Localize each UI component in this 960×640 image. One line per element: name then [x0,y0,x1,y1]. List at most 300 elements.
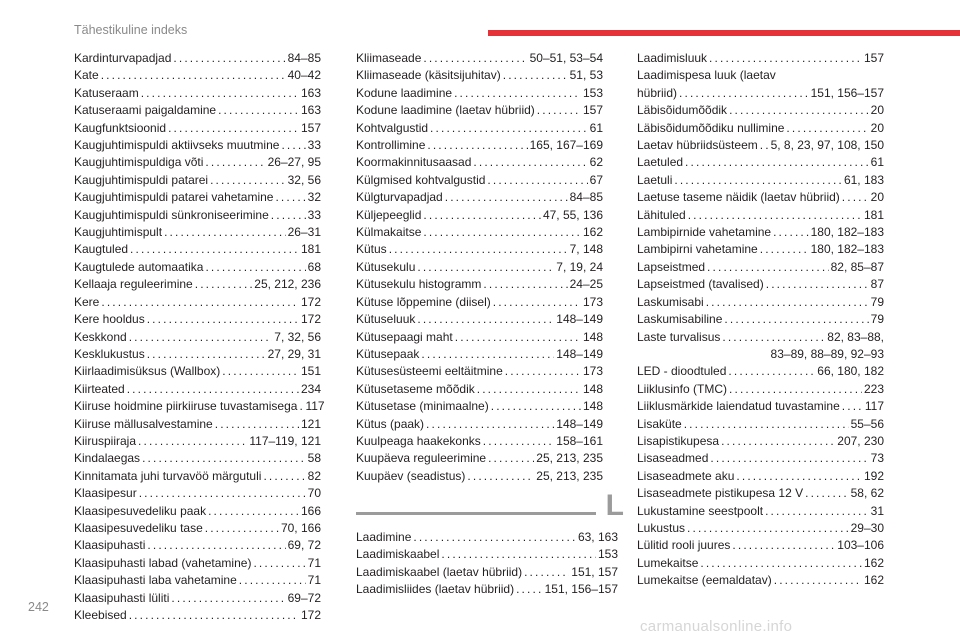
index-term: Liiklusmärkide laiendatud tuvastamine [637,399,840,414]
index-entry [74,224,321,241]
index-term: Kütusetase (minimaalne) [356,399,489,414]
dot-leader [760,241,809,258]
index-pages: 55–56 [850,416,884,431]
index-term: Kellaaja reguleerimine [74,277,193,292]
index-pages: 79 [870,294,884,309]
index-term: Katuseraami paigaldamine [74,103,217,118]
index-pages: 148 [582,399,603,414]
index-term: Kliimaseade (käsitsijuhitav) [356,68,501,83]
index-term: Kohtvalgustid [356,120,429,135]
index-entry [637,102,884,119]
index-term: Lisaküte [637,416,682,431]
dot-leader [685,154,869,171]
index-entry [356,259,603,276]
index-pages: 20 [870,190,884,205]
index-term: Klaasipuhasti laba vahetamine [74,573,237,588]
index-pages: 157 [300,120,321,135]
index-column-1 [74,50,325,624]
dot-leader [141,85,299,102]
index-entry [74,102,321,119]
index-pages: 162 [582,225,603,240]
index-entry: Laadimispesa luuk (laetav [637,68,776,83]
dot-leader [101,67,286,84]
index-pages: 71 [307,555,321,570]
dot-leader [516,581,543,598]
index-pages: 82, 85–87 [830,259,884,274]
index-term: Laetuli [637,172,673,187]
index-pages: 151, 156–157 [544,582,618,597]
index-term: Kaugjuhtimispult [74,225,163,240]
index-entry [74,207,321,224]
index-pages: 63, 163 [577,530,618,544]
index-pages: 73 [870,451,884,466]
dot-leader [524,564,569,581]
index-term: Kaugjuhtimispuldi patarei vahetamine [74,190,274,205]
index-term: Laetav hübriidsüsteem [637,138,758,153]
dot-leader [173,50,285,67]
index-entry [74,276,321,293]
dot-leader [483,433,555,450]
index-pages: 173 [582,364,603,379]
index-term: Küljepeeglid [356,207,422,222]
index-pages: 70 [307,486,321,501]
index-term: Lapseistmed (tavalised) [637,277,764,292]
index-pages: 67 [589,172,603,187]
index-term: Kere [74,294,100,309]
dot-leader [205,520,279,537]
index-term: Lumekaitse (eemaldatav) [637,573,772,588]
dot-leader [421,346,554,363]
index-pages: 172 [300,312,321,327]
index-entry [74,294,321,311]
dot-leader [488,450,534,467]
index-pages: 173 [582,294,603,309]
dot-leader [729,102,869,119]
index-pages: 162 [863,555,884,570]
section-divider [356,512,596,515]
index-entry [637,555,884,572]
dot-leader [208,503,299,520]
dot-leader [130,241,299,258]
dot-leader [417,259,554,276]
index-term: Kardinturvapadjad [74,51,172,65]
index-entry [356,468,603,485]
index-term: Kütusekulu histogramm [356,277,482,292]
index-column-3 [637,50,884,590]
dot-leader [218,102,299,119]
index-term: Laadimiskaabel (laetav hübriid) [356,564,523,579]
index-term: Kesklukustus [74,346,145,361]
index-entry [637,416,884,433]
index-pages: 148–149 [556,416,603,431]
dot-leader [389,241,568,258]
dot-leader [684,416,849,433]
index-entry [356,120,603,137]
dot-leader [700,555,862,572]
index-entry [74,607,321,624]
index-entry [356,137,603,154]
dot-leader [805,485,849,502]
index-entry [74,416,321,433]
index-pages: 71 [307,573,321,588]
dot-leader [706,294,869,311]
dot-leader [455,329,581,346]
index-term: Kuupäev (seadistus) [356,468,466,483]
index-term: hübriid) [637,85,678,100]
index-term: Kodune laadimine [356,85,453,100]
index-term: Läbisõidumõõdiku nullimine [637,120,785,135]
index-pages: 50–51, 53–54 [529,51,603,65]
index-pages: 61, 183 [843,172,884,187]
index-term: Lambipirnide vahetamine [637,225,772,240]
index-pages: 32, 56 [287,172,321,187]
index-pages: 25, 213, 235 [536,451,603,466]
index-entry [74,520,321,537]
dot-leader [147,311,299,328]
index-entry [74,329,321,346]
index-entry [74,450,321,467]
index-pages: 70, 166 [280,520,321,535]
index-term: Kütusepaagi maht [356,329,453,344]
index-term: Kinnitamata juhi turvavöö märgutuli [74,468,262,483]
dot-leader [263,468,305,485]
index-term: Lukustus [637,520,686,535]
index-pages: 58, 62 [850,486,884,501]
dot-leader [483,276,567,293]
index-entry [637,363,884,380]
index-entry [356,363,603,380]
dot-leader [427,137,527,154]
index-entry [74,485,321,502]
index-pages: 117 [864,399,884,414]
index-entry [74,398,325,415]
index-entry [74,50,321,67]
index-pages: 163 [300,103,321,118]
index-pages: 153 [582,85,603,100]
index-term: Kütuseluuk [356,312,416,327]
index-entry [356,102,603,119]
dot-leader [441,546,596,563]
dot-leader [127,381,299,398]
index-entry [356,224,603,241]
index-pages: 207, 230 [837,433,884,448]
index-entry [356,241,603,258]
dot-leader [688,207,862,224]
index-entry [637,381,884,398]
index-term: Laskumisabi [637,294,704,309]
dot-leader [147,346,266,363]
dot-leader [766,276,869,293]
index-entry [74,468,321,485]
index-pages: 87 [870,277,884,292]
index-entry [637,485,884,502]
dot-leader [679,85,809,102]
index-term: Kaugjuhtimispuldiga võti [74,155,204,170]
index-term: Kate [74,68,99,83]
index-pages: 62 [589,155,603,170]
index-pages: 181 [863,207,884,222]
index-entry [356,207,603,224]
index-pages: 51, 53 [569,68,603,83]
index-entry [74,259,321,276]
index-pages: 148 [582,329,603,344]
index-entry [637,433,884,450]
dot-leader [454,85,581,102]
dot-leader [205,259,305,276]
index-pages: 5, 8, 23, 97, 108, 150 [770,138,884,153]
index-entry [74,154,321,171]
index-pages: 172 [300,608,321,622]
dot-leader [299,398,303,415]
index-term: Kaugjuhtimispuldi aktiivseks muutmine [74,138,280,153]
index-pages: 103–106 [837,538,884,553]
index-term: Külmakaitse [356,225,422,240]
index-term: Kere hooldus [74,312,145,327]
index-pages: 33 [307,138,321,153]
index-entry [356,154,603,171]
dot-leader [505,363,581,380]
index-pages: 61 [870,155,884,170]
index-entry [637,189,884,206]
index-pages: 27, 29, 31 [267,346,321,361]
index-pages: 148–149 [556,312,603,327]
dot-leader [139,485,306,502]
dot-leader [786,120,868,137]
index-pages: 26–31 [287,225,321,240]
index-entry [637,172,884,189]
dot-leader [142,450,306,467]
index-entry [74,363,321,380]
index-entry [74,85,321,102]
index-entry [356,189,603,206]
index-term: Laetuse taseme näidik (laetav hübriid) [637,190,840,205]
dot-leader [842,189,869,206]
index-entry [637,294,884,311]
index-term: Kütusesüsteemi eeltäitmine [356,364,503,379]
index-entry [356,85,603,102]
index-entry [356,398,603,415]
index-entry [356,529,618,546]
index-entry [356,450,603,467]
dot-leader [732,537,835,554]
index-term: Kütuse lõppemine (diisel) [356,294,491,309]
index-pages: 151 [300,364,321,379]
dot-leader [729,381,862,398]
dot-leader [537,102,581,119]
index-term: Koormakinnitusaasad [356,155,472,170]
index-pages: 20 [870,120,884,135]
dot-leader [275,189,305,206]
dot-leader [710,450,868,467]
index-pages: 117–119, 121 [249,433,321,448]
index-entry [356,433,603,450]
index-term: Kiirteated [74,381,125,396]
dot-leader [222,363,299,380]
index-term: Külgturvapadjad [356,190,443,205]
dot-leader [765,503,869,520]
index-entry [74,120,321,137]
index-pages: 163 [300,85,321,100]
index-entry [637,259,884,276]
index-pages: 69, 72 [287,538,321,553]
index-entry [74,67,321,84]
index-pages: 7, 32, 56 [274,329,321,344]
index-pages: 66, 180, 182 [817,364,884,379]
section-header-l [356,489,626,525]
index-term: Kütusepaak [356,346,420,361]
index-entry [637,137,884,154]
dot-leader [728,363,815,380]
index-pages: 157 [582,103,603,118]
dot-leader [271,207,306,224]
dot-leader [687,520,849,537]
index-pages: 84–85 [287,51,321,65]
dot-leader [413,529,576,546]
index-entry [356,294,603,311]
index-entry [356,172,603,189]
index-term: Keskkond [74,329,127,344]
index-term: Kliimaseade [356,51,422,65]
index-pages: 7, 19, 24 [556,259,603,274]
index-term: Kaugjuhtimispuldi patarei [74,172,209,187]
index-pages: 165, 167–169 [529,138,603,153]
dot-leader [773,224,809,241]
index-term: Lisaseadmete aku [637,468,735,483]
dot-leader [426,416,554,433]
dot-leader [473,154,587,171]
index-pages: 192 [863,468,884,483]
index-pages: 172 [300,294,321,309]
index-pages: 25, 212, 236 [254,277,321,292]
dot-leader [491,398,581,415]
index-pages: 31 [870,503,884,518]
index-term: Kütusetaseme mõõdik [356,381,475,396]
index-entry [356,311,603,328]
dot-leader [493,294,581,311]
section-letter: L [605,489,624,522]
index-pages: 32 [307,190,321,205]
section-l-entries [356,529,618,599]
index-entry [637,224,884,241]
dot-leader [707,259,829,276]
index-column-2 [356,50,603,485]
index-term: Laetuled [637,155,684,170]
index-entry [637,85,884,102]
index-pages: 234 [300,381,321,396]
dot-leader [721,433,835,450]
index-term: Klaasipuhasti [74,538,146,553]
dot-leader [423,50,527,67]
dot-leader [736,468,862,485]
dot-leader [722,329,825,346]
dot-leader [423,207,541,224]
index-pages: 157 [863,51,884,65]
index-term: Lisaseadmete pistikupesa 12 V [637,486,804,501]
index-term: Läbisõidumõõdik [637,103,728,118]
dot-leader [205,154,265,171]
watermark: carmanualsonline.info [640,618,793,635]
index-term: LED - dioodtuled [637,364,727,379]
index-term: Laskumisabiline [637,312,723,327]
index-term: Kodune laadimine (laetav hübriid) [356,103,535,118]
index-term: Laadimisluuk [637,51,708,65]
index-pages: 58 [307,451,321,466]
index-term: Laadimisliides (laetav hübriid) [356,582,515,597]
index-term: Liiklusinfo (TMC) [637,381,728,396]
dot-leader [215,416,299,433]
index-entry [74,555,321,572]
index-pages: 24–25 [569,277,603,292]
index-term: Klaasipesuvedeliku paak [74,503,207,518]
index-pages: 121 [300,416,321,431]
index-entry [74,433,321,450]
dot-leader [430,120,588,137]
index-entry [74,137,321,154]
index-pages: 84–85 [569,190,603,205]
index-term: Kleebised [74,608,127,622]
running-header: Tähestikuline indeks [74,23,188,37]
dot-leader [195,276,253,293]
index-entry [637,398,884,415]
index-pages: 69–72 [287,590,321,605]
index-pages: 33 [307,207,321,222]
index-pages: 151, 156–157 [810,85,884,100]
dot-leader [445,189,568,206]
dot-leader [760,137,769,154]
dot-leader [503,67,568,84]
index-term: Kontrollimine [356,138,426,153]
index-term: Kiiruspiiraja [74,433,137,448]
dot-leader [487,172,587,189]
index-term: Lambipirni vahetamine [637,242,758,257]
index-term: Klaasipuhasti labad (vahetamine) [74,555,252,570]
dot-leader [164,224,286,241]
index-entry [74,189,321,206]
dot-leader [239,572,306,589]
index-pages: 166 [300,503,321,518]
dot-leader [709,50,862,67]
index-entry [356,67,603,84]
index-entry [637,207,884,224]
index-entry [637,50,884,67]
dot-leader [674,172,842,189]
index-pages-continued: 83–89, 88–89, 92–93 [770,346,884,361]
index-pages: 47, 55, 136 [542,207,603,222]
index-term: Külgmised kohtvalgustid [356,172,486,187]
index-entry [637,468,884,485]
index-entry [356,346,603,363]
index-term: Laadimiskaabel [356,547,440,562]
index-pages: 148 [582,381,603,396]
index-entry [74,311,321,328]
index-term: Laste turvalisus [637,329,721,344]
index-term: Laadimine [356,530,412,544]
index-entry [356,546,618,563]
index-term: Lukustamine seestpoolt [637,503,764,518]
index-pages: 148–149 [556,346,603,361]
dot-leader [101,294,299,311]
index-pages: 82 [307,468,321,483]
index-entry [637,450,884,467]
index-term: Katuseraam [74,85,139,100]
dot-leader [253,555,305,572]
dot-leader [774,572,862,589]
index-entry [356,329,603,346]
index-pages: 79 [870,312,884,327]
index-entry [74,537,321,554]
index-entry [637,503,884,520]
dot-leader [423,224,581,241]
